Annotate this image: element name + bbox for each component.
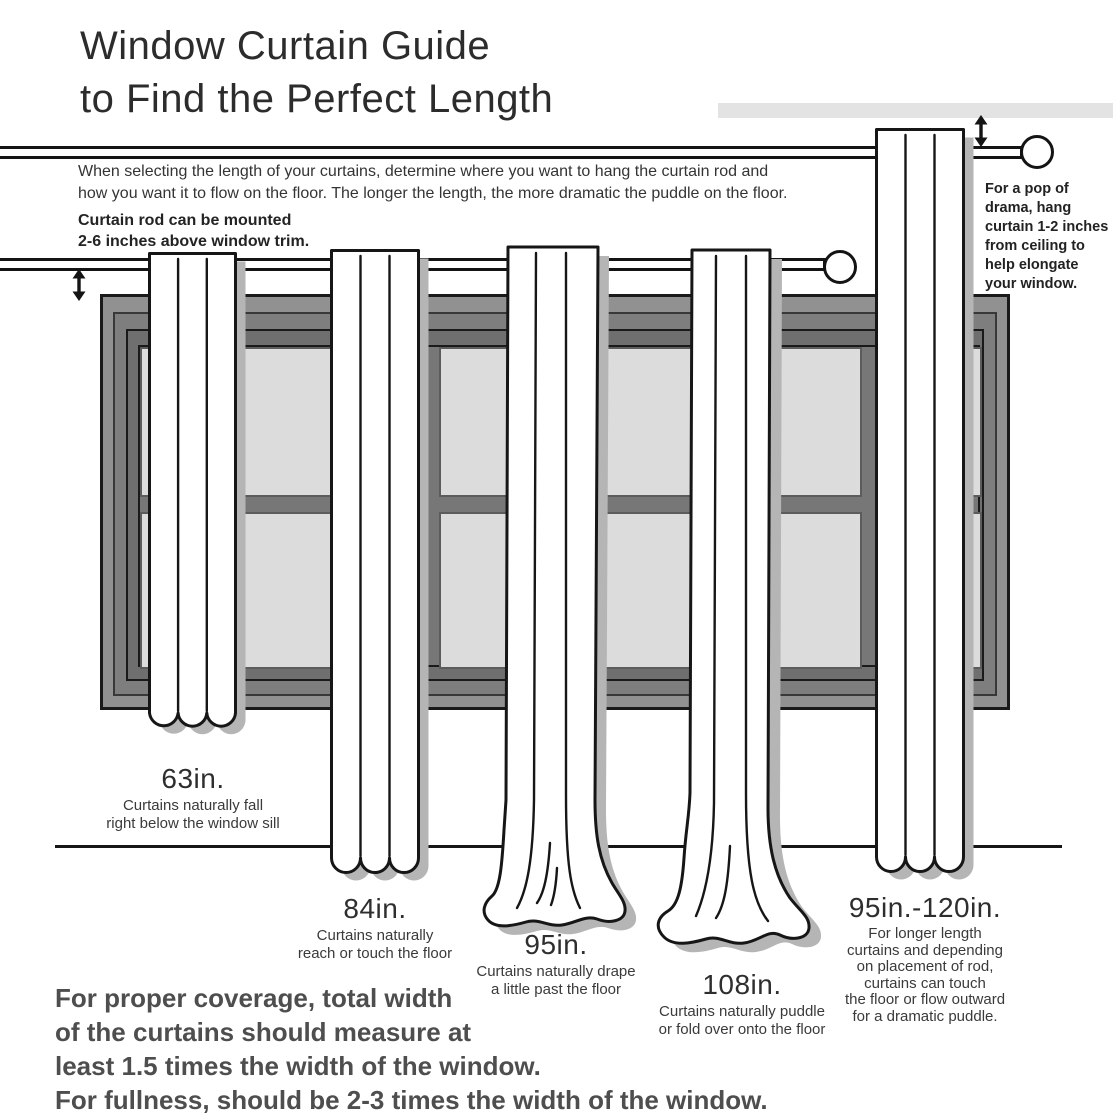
curtain-95-120in-graphic (875, 128, 980, 893)
label-line: or fold over onto the floor (658, 1020, 826, 1038)
label-84in-heading: 84in. (343, 893, 407, 924)
intro-line-2: how you want it to flow on the floor. The longer the length, the more dramatic the puddle on the floor. (78, 185, 788, 202)
label-line: on placement of rod, (856, 958, 994, 975)
intro-line-1: When selecting the length of your curtains, determine where you want to hang the curtain rod and (78, 163, 769, 180)
ceiling-note-line: your window. (985, 276, 1078, 292)
page-title (80, 20, 553, 126)
label-line: For longer length (868, 925, 982, 942)
curtain-84in-graphic (330, 249, 435, 894)
ceiling-bar (718, 103, 1113, 118)
curtain-108in-graphic (646, 248, 846, 970)
label-line: reach or touch the floor (297, 944, 453, 962)
label-line: curtains can touch (864, 974, 986, 992)
ceiling-note-line: from ceiling to (985, 238, 1085, 254)
width-coverage-note (55, 981, 768, 1117)
label-line: right below the window sill (106, 814, 280, 832)
label-line: curtains and depending (847, 941, 1003, 959)
label-95in-heading: 95in. (524, 929, 588, 960)
ceiling-drama-note (985, 180, 1108, 294)
label-line: Curtains naturally drape (476, 963, 636, 980)
label-line: Curtains naturally puddle (659, 1003, 825, 1020)
ceiling-gap-arrow-icon (969, 115, 993, 147)
curtain-63in-graphic (148, 252, 252, 748)
label-63in (93, 763, 293, 832)
intro-paragraph (78, 161, 787, 205)
footer-line: least 1.5 times the width of the window. (55, 1051, 541, 1081)
label-95-120in-heading: 95in.-120in. (848, 892, 1002, 923)
label-line: for a dramatic puddle. (852, 1007, 998, 1025)
label-63in-heading: 63in. (161, 763, 225, 794)
rod-note-line-1: Curtain rod can be mounted (78, 212, 292, 229)
rod-above-trim-arrow-icon (67, 269, 91, 301)
label-line: the floor or flow outward (844, 991, 1006, 1008)
label-95-120in-desc (810, 926, 1040, 1025)
page-title-line-1: Window Curtain Guide (80, 24, 491, 68)
page-title-line-2: to Find the Perfect Length (80, 77, 554, 121)
ceiling-note-line: help elongate (985, 257, 1079, 273)
ceiling-note-line: For a pop of (985, 181, 1069, 197)
label-84in (275, 893, 475, 962)
ceiling-note-line: curtain 1-2 inches (985, 219, 1109, 235)
rod-mounting-note (78, 210, 309, 252)
label-95-120in (810, 892, 1040, 1025)
label-line: a little past the floor (490, 980, 622, 998)
label-84in-desc (275, 927, 475, 962)
label-63in-desc (93, 797, 293, 832)
ceiling-curtain-rod (0, 146, 1023, 159)
footer-line: of the curtains should measure at (55, 1017, 472, 1047)
label-line: Curtains naturally (316, 927, 434, 944)
rod-note-line-2: 2-6 inches above window trim. (78, 233, 310, 250)
ceiling-note-line: drama, hang (985, 200, 1072, 216)
label-108in-heading: 108in. (702, 969, 782, 1000)
rod-finial-icon (1020, 135, 1054, 169)
footer-line: For fullness, should be 2-3 times the width of the window. (55, 1085, 768, 1115)
label-line: Curtains naturally fall (122, 797, 264, 814)
curtain-95in-graphic (474, 245, 642, 951)
footer-line: For proper coverage, total width (55, 983, 453, 1013)
